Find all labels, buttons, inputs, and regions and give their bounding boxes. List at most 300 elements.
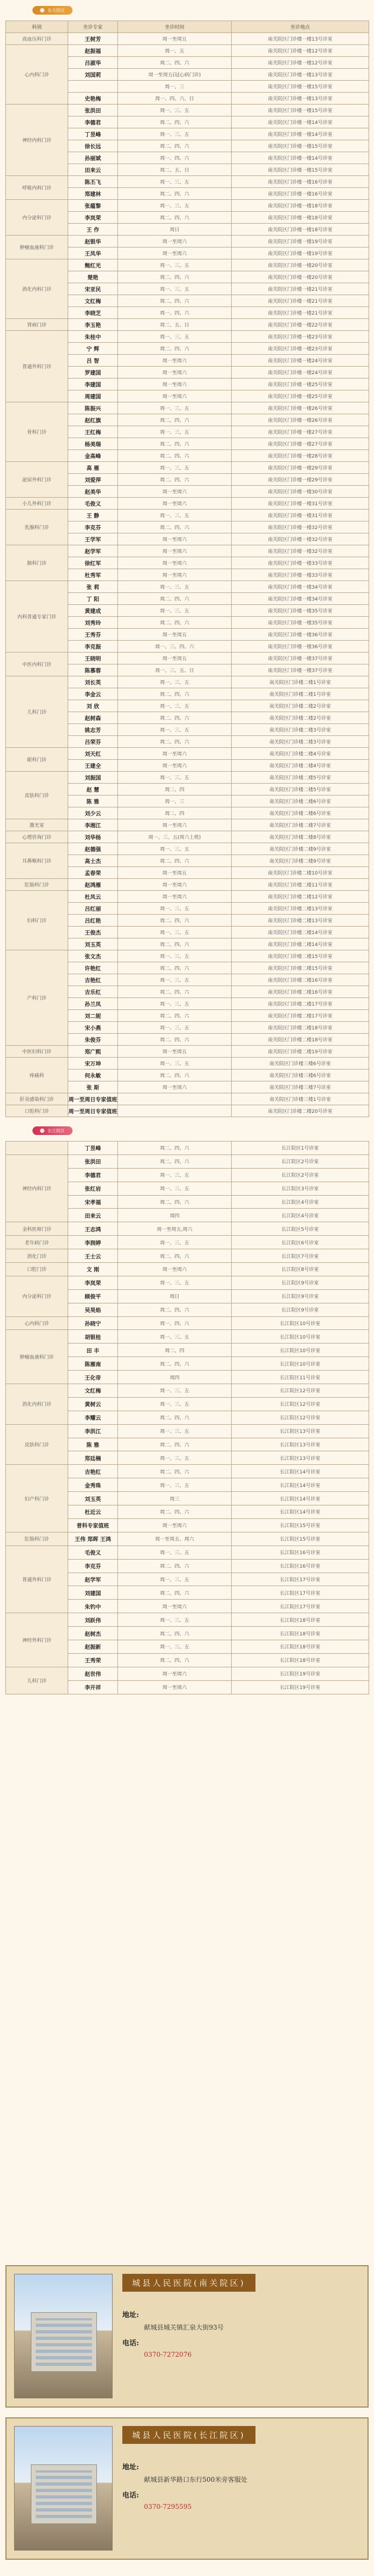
doctor-cell: 王士云 bbox=[68, 1249, 118, 1263]
dept-cell: 耳鼻喉科门诊 bbox=[6, 843, 68, 879]
time-cell: 周一、四、六 bbox=[118, 1316, 232, 1330]
place-cell: 南关院区门诊楼一楼13号诊室 bbox=[232, 93, 369, 105]
time-cell: 周一、三、五 bbox=[118, 950, 232, 962]
header-time: 坐诊时间 bbox=[118, 21, 232, 33]
time-cell: 周二、四、六 bbox=[118, 438, 232, 450]
dept-cell: 皮肤科门诊 bbox=[6, 772, 68, 819]
time-cell: 周一、五 bbox=[118, 45, 232, 57]
time-cell: 周四 bbox=[118, 1209, 232, 1222]
place-cell: 长江院区1号诊室 bbox=[232, 1142, 369, 1155]
place-cell: 南关院区门诊楼二楼14号诊室 bbox=[232, 927, 369, 938]
place-cell: 南关院区门诊楼二楼12号诊室 bbox=[232, 891, 369, 903]
phone-number[interactable]: 0370-7295595 bbox=[144, 2503, 192, 2510]
place-cell: 南关院区门诊楼一楼31号诊室 bbox=[232, 498, 369, 510]
dept-cell: 呼吸内科门诊 bbox=[6, 176, 68, 200]
time-cell bbox=[118, 1105, 232, 1117]
place-cell: 南关院区门诊楼一楼20号诊室 bbox=[232, 259, 369, 271]
doctor-cell: 李克振 bbox=[68, 641, 118, 653]
doctor-cell: 陈 雅 bbox=[68, 1438, 118, 1451]
phone-number[interactable]: 0370-7272076 bbox=[144, 2351, 192, 2358]
time-cell: 周一至周六 bbox=[118, 891, 232, 903]
time-cell: 周一、三、五 bbox=[118, 462, 232, 474]
doctor-cell: 杜凤云 bbox=[68, 891, 118, 903]
place-cell: 南关院区门诊楼一楼14号诊室 bbox=[232, 152, 369, 164]
time-cell: 周二、四、六 bbox=[118, 212, 232, 224]
dept-cell: 肾病门诊 bbox=[6, 319, 68, 331]
doctor-cell: 刘华杨 bbox=[68, 831, 118, 843]
place-cell: 长江院区18号诊室 bbox=[232, 1653, 369, 1667]
time-cell: 周一、三、五 bbox=[118, 105, 232, 116]
doctor-cell: 毛俊义 bbox=[68, 1545, 118, 1559]
dept-cell: 肿瘤血液科门诊 bbox=[6, 236, 68, 259]
time-cell: 周一至周六 bbox=[118, 879, 232, 891]
doctor-cell: 吉艳红 bbox=[68, 974, 118, 986]
place-cell: 长江院区12号诊室 bbox=[232, 1397, 369, 1411]
doctor-cell: 徐长远 bbox=[68, 140, 118, 152]
table-row bbox=[6, 831, 369, 843]
doctor-cell: 田来云 bbox=[68, 164, 118, 176]
doctor-cell: 罗建国 bbox=[68, 367, 118, 379]
time-cell: 周一至周五 bbox=[118, 629, 232, 641]
doctor-cell: 李开祥 bbox=[68, 1680, 118, 1694]
time-cell: 周一、三、五 bbox=[118, 1022, 232, 1034]
time-cell: 周一、三、五 bbox=[118, 998, 232, 1010]
dept-cell: 金科医师门诊 bbox=[6, 1222, 68, 1236]
time-cell: 周二、四、六 bbox=[118, 617, 232, 629]
doctor-cell: 赵学军 bbox=[68, 545, 118, 557]
time-cell: 周一、三、五 bbox=[118, 1640, 232, 1653]
doctor-cell: 张文杰 bbox=[68, 950, 118, 962]
address-cards bbox=[5, 2265, 369, 2568]
doctor-cell: 李湘江 bbox=[68, 819, 118, 831]
doctor-cell: 何永敏 bbox=[68, 1069, 118, 1081]
dept-cell: 内分泌科门诊 bbox=[6, 1276, 68, 1316]
doctor-cell: 郑廷楠 bbox=[68, 1451, 118, 1465]
place-cell: 长江院区9号诊室 bbox=[232, 1289, 369, 1303]
time-cell: 周一、三、五 bbox=[118, 402, 232, 414]
table-row bbox=[6, 772, 369, 784]
place-cell: 南关院区门诊楼一楼20号诊室 bbox=[232, 271, 369, 283]
phone-label: 电话: bbox=[122, 2492, 139, 2500]
doctor-cell: 王晓明 bbox=[68, 653, 118, 664]
table-row bbox=[6, 259, 369, 271]
time-cell: 周二、四 bbox=[118, 784, 232, 795]
doctor-cell: 田 丰 bbox=[68, 1344, 118, 1357]
doctor-cell: 李克芬 bbox=[68, 521, 118, 533]
doctor-cell: 刘爱萍 bbox=[68, 474, 118, 486]
dept-cell: 消化内科门诊 bbox=[6, 1384, 68, 1425]
doctor-cell: 宋孝福 bbox=[68, 1195, 118, 1209]
place-cell: 长江院区17号诊室 bbox=[232, 1573, 369, 1586]
doctor-cell: 刘秀玲 bbox=[68, 617, 118, 629]
place-cell: 南关院区门诊楼一楼26号诊室 bbox=[232, 402, 369, 414]
place-cell: 长江院区14号诊室 bbox=[232, 1505, 369, 1519]
place-cell: 南关院区门诊楼一楼23号诊室 bbox=[232, 343, 369, 355]
doctor-cell: 王红梅 bbox=[68, 426, 118, 438]
doctor-cell: 吕红艳 bbox=[68, 915, 118, 927]
time-cell: 周二、四、六 bbox=[118, 1249, 232, 1263]
table-row bbox=[6, 748, 369, 760]
place-cell: 南关院区门诊楼一楼26号诊室 bbox=[232, 414, 369, 426]
doctor-cell: 张红岩 bbox=[68, 1182, 118, 1195]
place-cell: 长江院区5号诊室 bbox=[232, 1222, 369, 1236]
time-cell: 周一、三、五 bbox=[118, 1424, 232, 1438]
time-cell: 周一、三、五 bbox=[118, 676, 232, 688]
place-cell: 南关院区门诊楼一楼15号诊室 bbox=[232, 81, 369, 93]
time-cell: 周二、四、六 bbox=[118, 1627, 232, 1640]
table-row bbox=[6, 1276, 369, 1289]
table-row bbox=[6, 462, 369, 474]
time-cell: 周一、三、五 bbox=[118, 927, 232, 938]
place-cell: 南关院区门诊楼一楼36号诊室 bbox=[232, 629, 369, 641]
place-cell: 长江院区15号诊室 bbox=[232, 1532, 369, 1545]
doctor-cell: 吕红丽 bbox=[68, 903, 118, 915]
time-cell bbox=[118, 1093, 232, 1105]
header-doctor: 坐诊专家 bbox=[68, 21, 118, 33]
table-row bbox=[6, 581, 369, 593]
doctor-cell: 刘玉英 bbox=[68, 938, 118, 950]
time-cell: 周一、三、五 bbox=[118, 510, 232, 521]
place-cell: 南关院区门诊楼三楼6号诊室 bbox=[232, 1069, 369, 1081]
table-row bbox=[6, 1465, 369, 1478]
time-cell: 周一、三、五、日 bbox=[118, 664, 232, 676]
doctor-cell: 刘玉英 bbox=[68, 1492, 118, 1505]
time-cell: 周一至周六 bbox=[118, 247, 232, 259]
time-cell: 周一至周五 bbox=[118, 1046, 232, 1058]
address-label: 地址: bbox=[122, 2463, 139, 2471]
time-cell: 周二、四、六 bbox=[118, 938, 232, 950]
time-cell: 周一、三、五 bbox=[118, 1236, 232, 1249]
doctor-cell: 金高峰 bbox=[68, 450, 118, 462]
time-cell: 周一、三、五 bbox=[118, 283, 232, 295]
time-cell: 周一至周六 bbox=[118, 545, 232, 557]
doctor-cell: 朱桂中 bbox=[68, 331, 118, 343]
card-title: 城县人民医院(长江院区) bbox=[122, 2426, 255, 2444]
time-cell: 周一、三、五 bbox=[118, 331, 232, 343]
building-icon bbox=[31, 2312, 97, 2372]
time-cell: 周一至周五,周六 bbox=[118, 1222, 232, 1236]
time-cell: 周二、四 bbox=[118, 807, 232, 819]
time-cell: 周一、三、五 bbox=[118, 1545, 232, 1559]
doctor-cell: 孟春荣 bbox=[68, 867, 118, 879]
doctor-cell: 刘跃伟 bbox=[68, 1613, 118, 1627]
time-cell: 周一至周五 bbox=[118, 653, 232, 664]
table-row bbox=[6, 1384, 369, 1398]
place-cell: 南关院区门诊楼一楼32号诊室 bbox=[232, 545, 369, 557]
doctor-cell: 王 作 bbox=[68, 224, 118, 236]
dept-cell bbox=[6, 1142, 68, 1155]
time-cell: 周一、三、五 bbox=[118, 1058, 232, 1069]
time-cell: 周一至周五 bbox=[118, 867, 232, 879]
table-row bbox=[6, 200, 369, 212]
section2-title: 长江院区 bbox=[48, 1128, 65, 1133]
phone-label: 电话: bbox=[122, 2339, 139, 2347]
time-cell: 周一、三、五 bbox=[118, 1478, 232, 1492]
place-cell: 长江院区13号诊室 bbox=[232, 1451, 369, 1465]
flower-icon bbox=[40, 8, 44, 12]
place-cell: 南关院区门诊楼一楼32号诊室 bbox=[232, 521, 369, 533]
place-cell: 南关院区门诊楼一楼21号诊室 bbox=[232, 295, 369, 307]
time-cell: 周二、四 bbox=[118, 1344, 232, 1357]
doctor-cell: 王树芳 bbox=[68, 33, 118, 45]
time-cell: 周二、四、六 bbox=[118, 521, 232, 533]
doctor-cell: 高 雁 bbox=[68, 462, 118, 474]
place-cell: 南关院区门诊楼一楼37号诊室 bbox=[232, 664, 369, 676]
doctor-cell: 鲍红光 bbox=[68, 259, 118, 271]
doctor-cell: 田来云 bbox=[68, 1209, 118, 1222]
dept-cell: 高血压科门诊 bbox=[6, 33, 68, 45]
time-cell: 周一至周六 bbox=[118, 1680, 232, 1694]
table-row bbox=[6, 1316, 369, 1330]
place-cell: 南关院区门诊楼二楼7号诊室 bbox=[232, 819, 369, 831]
place-cell: 南关院区门诊楼一楼15号诊室 bbox=[232, 140, 369, 152]
place-cell: 南关院区门诊楼一楼24号诊室 bbox=[232, 367, 369, 379]
doctor-cell: 李德君 bbox=[68, 116, 118, 128]
place-cell: 南关院区门诊楼二楼4号诊室 bbox=[232, 748, 369, 760]
doctor-cell: 宋万坤 bbox=[68, 1058, 118, 1069]
time-cell: 周二、四、六 bbox=[118, 116, 232, 128]
place-cell: 长江院区18号诊室 bbox=[232, 1627, 369, 1640]
dept-cell: 神经内科门诊 bbox=[6, 105, 68, 176]
table-row bbox=[6, 891, 369, 903]
time-cell: 周一、三、五(周六上班) bbox=[118, 831, 232, 843]
time-cell: 周日 bbox=[118, 224, 232, 236]
doctor-cell: 史艳梅 bbox=[68, 93, 118, 105]
time-cell: 周一、四、六 bbox=[118, 152, 232, 164]
place-cell: 南关院区门诊楼二楼3号诊室 bbox=[232, 724, 369, 736]
time-cell: 周一至周六 bbox=[118, 1667, 232, 1680]
section2-table bbox=[5, 1141, 369, 1694]
time-cell: 周一至周五 bbox=[118, 33, 232, 45]
time-cell: 周一至周六 bbox=[118, 379, 232, 390]
place-cell: 南关院区门诊楼一楼28号诊室 bbox=[232, 450, 369, 462]
table-row bbox=[6, 45, 369, 57]
time-cell: 周二、四、六 bbox=[118, 140, 232, 152]
place-cell: 长江院区2号诊室 bbox=[232, 1168, 369, 1182]
doctor-cell: 郑建林 bbox=[68, 188, 118, 200]
place-cell: 南关院区门诊楼三楼1号诊室 bbox=[232, 1093, 369, 1105]
dept-cell: 心理咨询门诊 bbox=[6, 831, 68, 843]
doctor-cell: 李金云 bbox=[68, 688, 118, 700]
doctor-cell: 黄树云 bbox=[68, 1397, 118, 1411]
doctor-cell: 赵红旗 bbox=[68, 414, 118, 426]
header-place: 坐诊地点 bbox=[232, 21, 369, 33]
table-row bbox=[6, 236, 369, 247]
dept-cell: 疼痛科 bbox=[6, 1058, 68, 1093]
place-cell: 长江院区14号诊室 bbox=[232, 1478, 369, 1492]
doctor-cell: 金秀珠 bbox=[68, 1478, 118, 1492]
doctor-cell: 赵美华 bbox=[68, 486, 118, 498]
dept-cell: 老年病门诊 bbox=[6, 1236, 68, 1249]
time-cell: 周一、三、五 bbox=[118, 974, 232, 986]
doctor-cell: 吉艳红 bbox=[68, 1465, 118, 1478]
doctor-cell: 文红梅 bbox=[68, 1384, 118, 1398]
dept-cell: 内分泌科门诊 bbox=[6, 200, 68, 236]
place-cell: 南关院区门诊楼一楼18号诊室 bbox=[232, 200, 369, 212]
time-cell: 周二、四、六 bbox=[118, 688, 232, 700]
time-cell: 周一、三、四、六 bbox=[118, 641, 232, 653]
time-cell: 周一、三 bbox=[118, 795, 232, 807]
place-cell: 南关院区门诊楼一楼35号诊室 bbox=[232, 605, 369, 617]
place-cell: 南关院区门诊楼一楼35号诊室 bbox=[232, 617, 369, 629]
dept-cell: 消化门诊 bbox=[6, 1249, 68, 1263]
doctor-cell: 孙丽斌 bbox=[68, 152, 118, 164]
doctor-cell: 刘二妮 bbox=[68, 1010, 118, 1022]
doctor-cell: 赵德强 bbox=[68, 843, 118, 855]
time-cell: 周二、四、六 bbox=[118, 295, 232, 307]
place-cell: 南关院区门诊楼二楼19号诊室 bbox=[232, 1046, 369, 1058]
place-cell: 南关院区门诊楼二楼16号诊室 bbox=[232, 974, 369, 986]
dept-cell: 妇产科门诊 bbox=[6, 1465, 68, 1532]
doctor-cell: 李建国 bbox=[68, 379, 118, 390]
dept-cell: 乳腺科门诊 bbox=[6, 510, 68, 545]
time-cell: 周一、三、五 bbox=[118, 259, 232, 271]
time-cell: 周一至周六 bbox=[118, 355, 232, 367]
doctor-cell: 赵树森 bbox=[68, 712, 118, 724]
place-cell: 长江院区9号诊室 bbox=[232, 1276, 369, 1289]
time-cell: 周二、四、六 bbox=[118, 1357, 232, 1371]
doctor-cell: 刘建国 bbox=[68, 1586, 118, 1600]
time-cell: 周一、三、五 bbox=[118, 1384, 232, 1398]
place-cell: 长江院区10号诊室 bbox=[232, 1357, 369, 1371]
table-row bbox=[6, 498, 369, 510]
address-text: 献城县新华路口东行500米旁客服处 bbox=[144, 2476, 247, 2483]
time-cell: 周二、四、六 bbox=[118, 1303, 232, 1316]
place-cell: 长江院区16号诊室 bbox=[232, 1545, 369, 1559]
time-cell: 周一、三、五 bbox=[118, 1451, 232, 1465]
place-cell: 南关院区门诊楼一楼18号诊室 bbox=[232, 212, 369, 224]
place-cell: 南关院区门诊楼一楼25号诊室 bbox=[232, 390, 369, 402]
time-cell: 周二、四、六 bbox=[118, 1010, 232, 1022]
doctor-cell: 张蕴黎 bbox=[68, 200, 118, 212]
doctor-cell: 吕淑华 bbox=[68, 57, 118, 69]
time-cell: 周一、三、五 bbox=[118, 1397, 232, 1411]
time-cell: 周一、三、五 bbox=[118, 426, 232, 438]
doctor-cell: 赵学军 bbox=[68, 1573, 118, 1586]
place-cell: 长江院区18号诊室 bbox=[232, 1613, 369, 1627]
time-cell: 周二、五、日 bbox=[118, 319, 232, 331]
card-body bbox=[113, 2426, 360, 2551]
doctor-cell: 王凤华 bbox=[68, 247, 118, 259]
place-cell: 南关院区门诊楼二楼2号诊室 bbox=[232, 700, 369, 712]
address-text: 献城县城关镇汇泉大街93号 bbox=[144, 2324, 224, 2331]
table-row bbox=[6, 676, 369, 688]
address-label: 地址: bbox=[122, 2311, 139, 2319]
doctor-cell: 李德君 bbox=[68, 1168, 118, 1182]
time-cell: 周二、四、六 bbox=[118, 1142, 232, 1155]
time-cell: 周二、四、六 bbox=[118, 57, 232, 69]
doctor-cell: 陈雁南 bbox=[68, 1357, 118, 1371]
doctor-cell: 宋小燕 bbox=[68, 1022, 118, 1034]
time-cell: 周一至周六 bbox=[118, 533, 232, 545]
place-cell: 长江院区9号诊室 bbox=[232, 1303, 369, 1316]
place-cell: 长江院区14号诊室 bbox=[232, 1465, 369, 1478]
doctor-cell: 宋亚民 bbox=[68, 283, 118, 295]
time-cell: 周一、三、五 bbox=[118, 903, 232, 915]
place-cell: 南关院区门诊楼二楼15号诊室 bbox=[232, 950, 369, 962]
doctor-cell: 丁 阳 bbox=[68, 593, 118, 605]
time-cell: 周一、四、六 bbox=[118, 307, 232, 319]
table-row bbox=[6, 105, 369, 116]
place-cell: 长江院区12号诊室 bbox=[232, 1411, 369, 1424]
place-cell: 长江院区3号诊室 bbox=[232, 1182, 369, 1195]
dept-cell: 神经内科门诊 bbox=[6, 1155, 68, 1222]
place-cell: 长江院区2号诊室 bbox=[232, 1155, 369, 1168]
place-cell: 南关院区门诊楼二楼15号诊室 bbox=[232, 962, 369, 974]
doctor-cell: 胡银桂 bbox=[68, 1330, 118, 1344]
table-row bbox=[6, 1424, 369, 1438]
doctor-cell: 周一至周日专家值班 bbox=[68, 1093, 118, 1105]
section1-table bbox=[5, 21, 369, 1117]
doctor-cell: 张 莉 bbox=[68, 581, 118, 593]
dept-cell: 肝炎感染科门诊 bbox=[6, 1093, 68, 1105]
dept-cell: 消化内科门诊 bbox=[6, 259, 68, 319]
place-cell: 南关院区门诊楼一楼36号诊室 bbox=[232, 641, 369, 653]
time-cell: 周一至周六 bbox=[118, 760, 232, 772]
time-cell: 周一至周六 bbox=[118, 819, 232, 831]
dept-cell: 泌尿外科门诊 bbox=[6, 462, 68, 498]
doctor-cell: 孙兰凤 bbox=[68, 998, 118, 1010]
place-cell: 南关院区门诊楼二楼13号诊室 bbox=[232, 915, 369, 927]
address-card-changjiang bbox=[5, 2417, 369, 2560]
place-cell: 南关院区门诊楼一楼34号诊室 bbox=[232, 593, 369, 605]
doctor-cell: 吴昊焰 bbox=[68, 1303, 118, 1316]
section1-title: 东方院区 bbox=[48, 8, 65, 13]
time-cell: 周一、三、五 bbox=[118, 128, 232, 140]
dept-cell: 眼科门诊 bbox=[6, 748, 68, 772]
section2-title-pill bbox=[32, 1126, 73, 1135]
place-cell: 长江院区18号诊室 bbox=[232, 1640, 369, 1653]
place-cell: 南关院区门诊楼一楼33号诊室 bbox=[232, 569, 369, 581]
card-title: 城县人民医院(南关院区) bbox=[122, 2274, 255, 2292]
doctor-cell: 陈丕飞 bbox=[68, 176, 118, 188]
dept-cell: 儿科门诊 bbox=[6, 676, 68, 748]
doctor-cell: 王学军 bbox=[68, 533, 118, 545]
place-cell: 南关院区门诊楼一楼34号诊室 bbox=[232, 581, 369, 593]
place-cell: 南关院区门诊楼二楼8号诊室 bbox=[232, 831, 369, 843]
doctor-cell: 张洪田 bbox=[68, 105, 118, 116]
place-cell: 长江院区7号诊室 bbox=[232, 1249, 369, 1263]
section2-body bbox=[6, 1142, 369, 1694]
doctor-cell: 王俊杰 bbox=[68, 927, 118, 938]
section1-title-pill bbox=[32, 6, 73, 15]
time-cell: 周一、三、五 bbox=[118, 724, 232, 736]
doctor-cell: 李克芬 bbox=[68, 1559, 118, 1573]
time-cell: 周一、三、五 bbox=[118, 605, 232, 617]
doctor-cell: 张洪田 bbox=[68, 1155, 118, 1168]
place-cell: 南关院区门诊楼二楼18号诊室 bbox=[232, 1022, 369, 1034]
time-cell: 周二、四、六 bbox=[118, 1586, 232, 1600]
doctor-cell: 吉乐红 bbox=[68, 986, 118, 998]
place-cell: 长江院区6号诊室 bbox=[232, 1236, 369, 1249]
table-row bbox=[6, 1046, 369, 1058]
place-cell: 南关院区门诊楼二楼9号诊室 bbox=[232, 843, 369, 855]
time-cell: 周日 bbox=[118, 1289, 232, 1303]
doctor-cell: 赵树杰 bbox=[68, 1627, 118, 1640]
doctor-cell: 宁 辉 bbox=[68, 343, 118, 355]
dept-cell: 肛肠科门诊 bbox=[6, 1532, 68, 1545]
doctor-cell: 徐红军 bbox=[68, 557, 118, 569]
place-cell: 南关院区门诊楼一楼19号诊室 bbox=[232, 247, 369, 259]
dept-cell: 口腔科门诊 bbox=[6, 1105, 68, 1117]
time-cell: 周二、四、六 bbox=[118, 450, 232, 462]
doctor-cell: 刘天红 bbox=[68, 748, 118, 760]
dept-cell: 肺科门诊 bbox=[6, 545, 68, 581]
place-cell: 南关院区门诊楼一楼14号诊室 bbox=[232, 128, 369, 140]
table-row bbox=[6, 1058, 369, 1069]
doctor-cell: 文 刚 bbox=[68, 1263, 118, 1276]
table-row bbox=[6, 1532, 369, 1545]
